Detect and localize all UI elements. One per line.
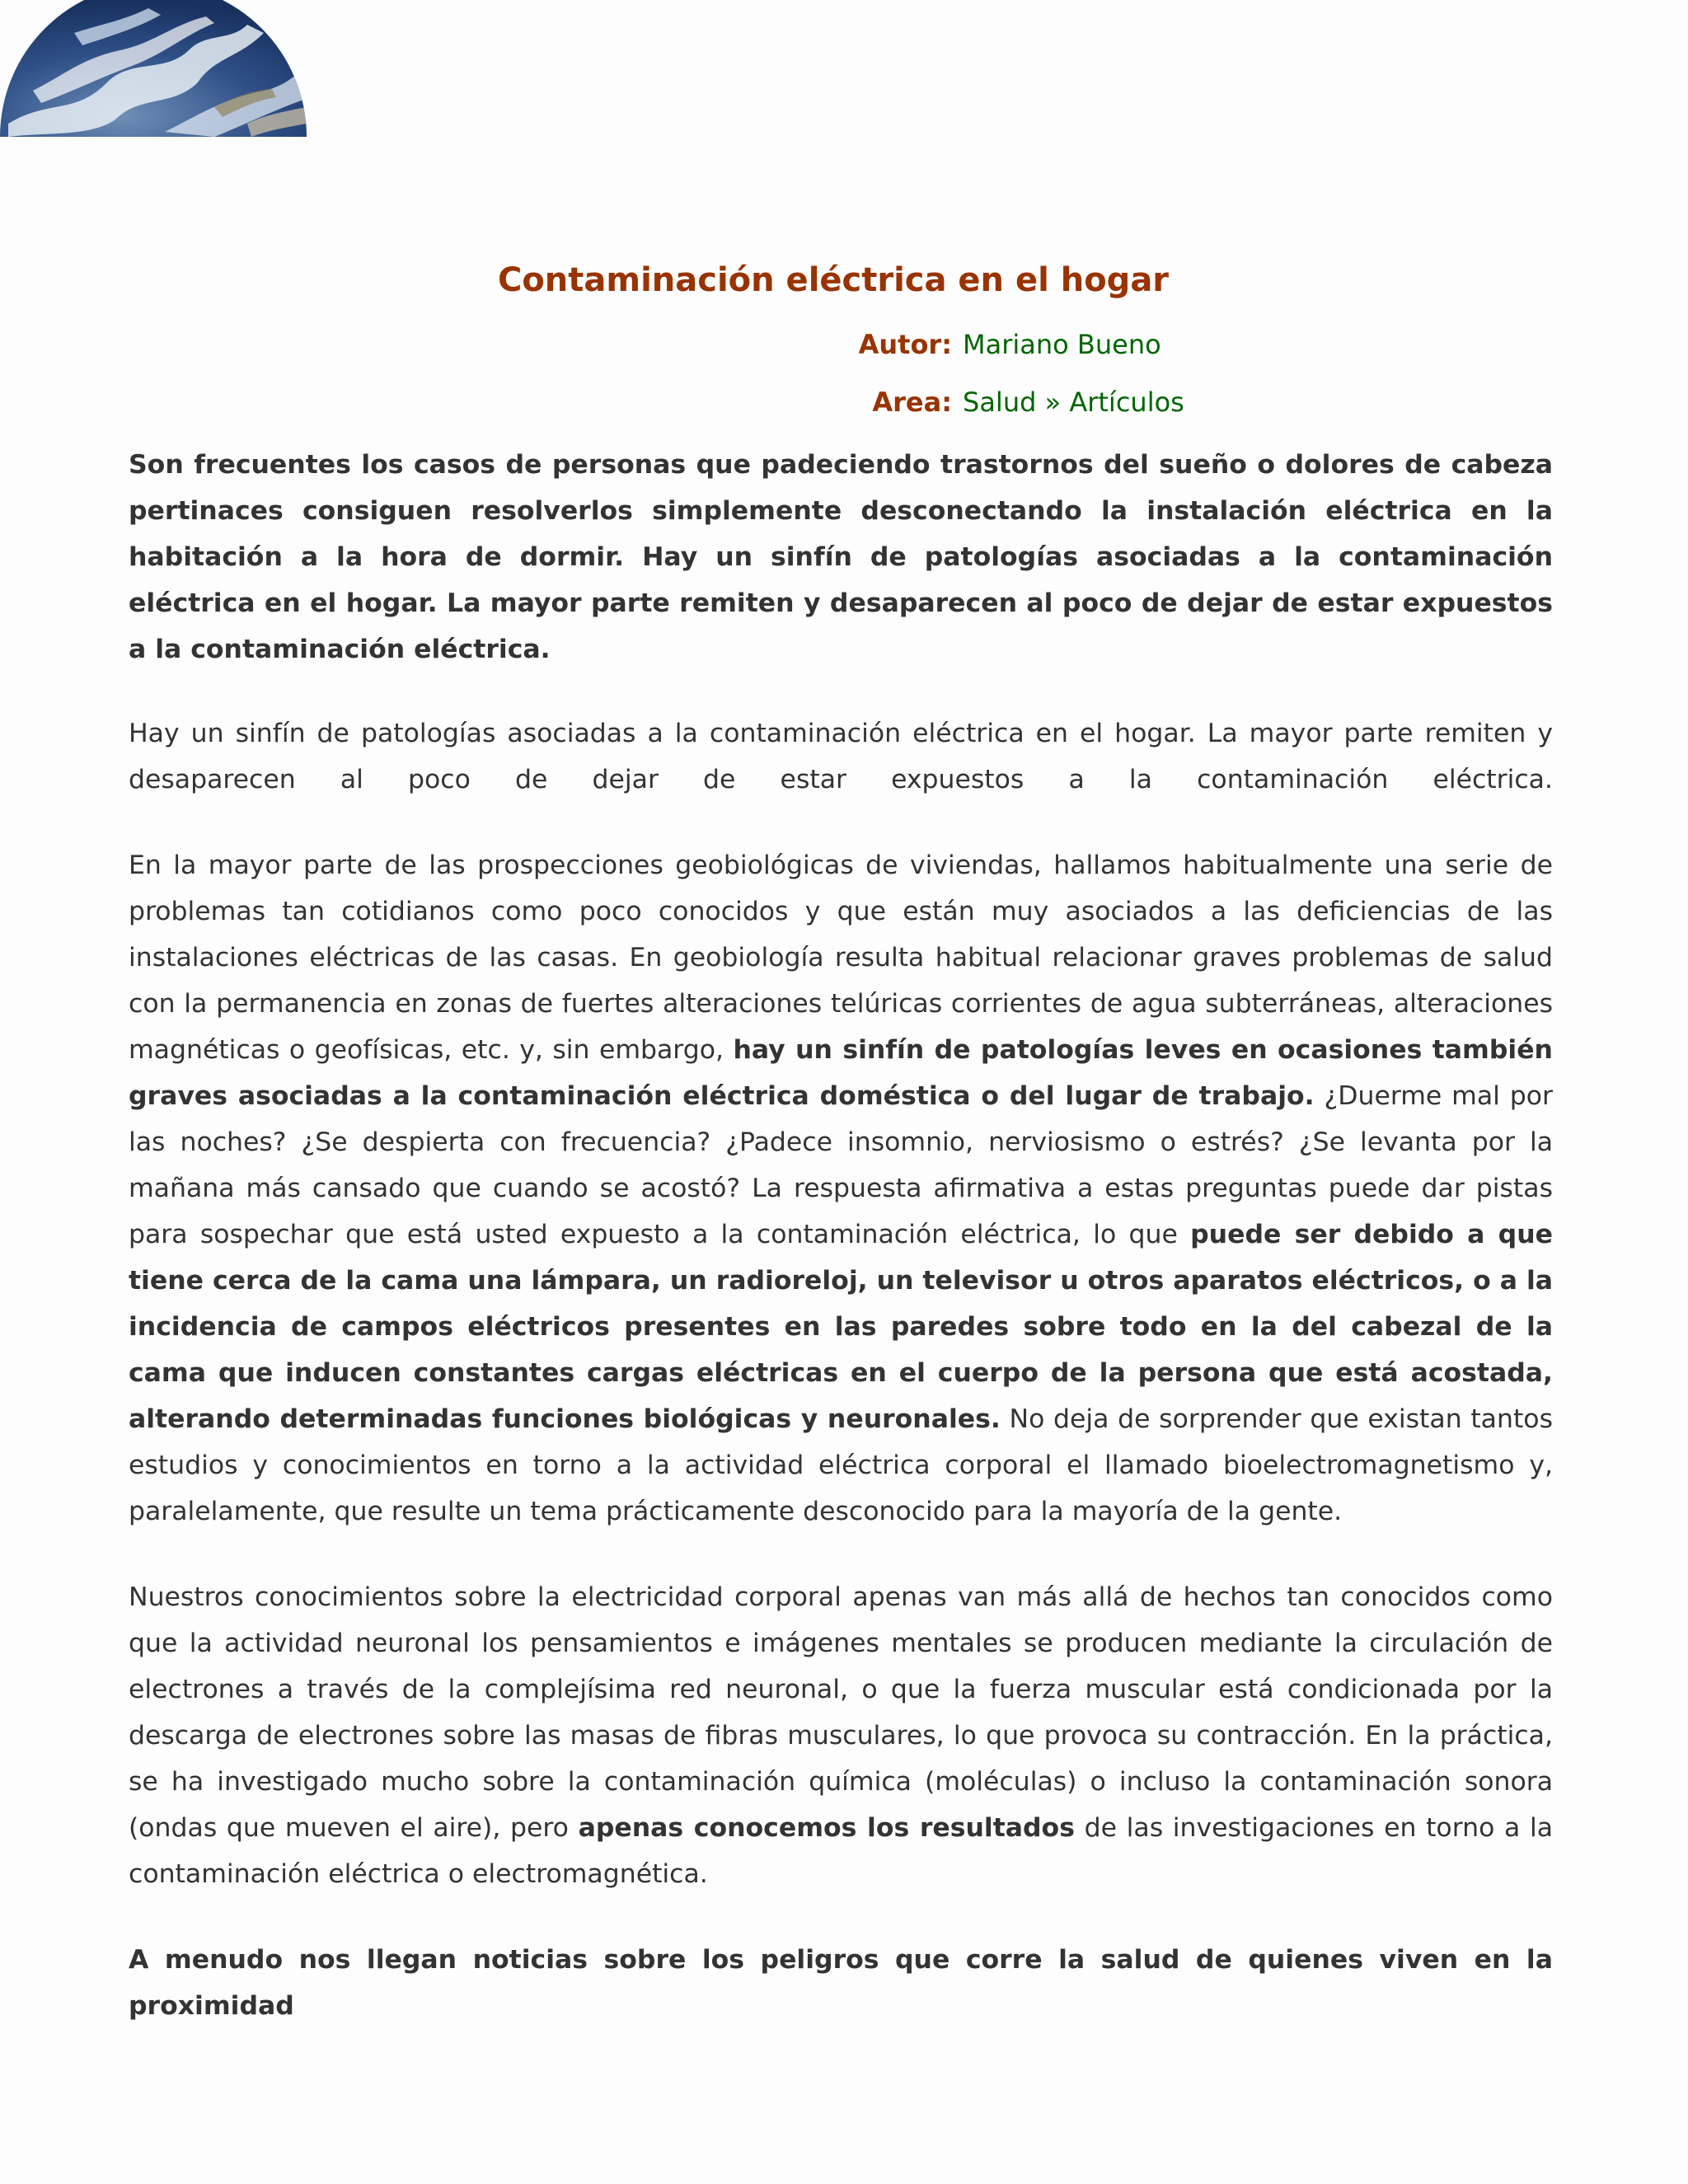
paragraph-2-text-c: No deja de sorprender que existan tantos estudios y conocimientos en torno a la actividad eléctrica corporal el llamado bioelectromagnetismo y, paralelamente, que resulte un tema prácticamente desconocido para la mayoría de la gente. [129,1404,1553,1526]
author-name-link[interactable]: Mariano Bueno [963,329,1161,360]
author-label: Autor: [858,329,952,360]
lede-paragraph: Son frecuentes los casos de personas que padeciendo trastornos del sueño o dolores de cabeza pertinaces consiguen resolverlos simplemente desconectando la instalación eléctrica en la habitación a la hora de dormir. Hay un sinfín de patologías asociadas a la contaminación eléctrica en el hogar. La mayor parte remiten y desaparecen al poco de dejar de estar expuestos a la contaminación eléctrica. [129,450,1553,664]
paragraph-2 [129,842,1553,1535]
area-label: Area: [872,387,952,418]
paragraph-3-text-b: de las investigaciones en torno a la contaminación eléctrica o electromagnética. [129,1813,1554,1889]
area-breadcrumb-link[interactable]: Salud » Artículos [963,387,1184,418]
article-body [129,442,1553,2069]
paragraph-2-text-b: ¿Duerme mal por las noches? ¿Se despierta con frecuencia? ¿Padece insomnio, nerviosismo o estrés? ¿Se levanta por la mañana más cansado que cuando se acostó? La respuesta afirmativa a estas preguntas puede dar pistas para sospechar que está usted expuesto a la contaminación eléctrica, lo que [129,1081,1554,1249]
earth-globe-icon [0,0,307,137]
paragraph-2-bold-a: hay un sinfín de patologías leves en ocasiones también graves asociadas a la contaminación eléctrica doméstica o del lugar de trabajo. [129,1035,1553,1111]
article-title: Contaminación eléctrica en el hogar [497,261,1170,299]
paragraph-4: A menudo nos llegan noticias sobre los peligros que corre la salud de quienes viven en la proximidad [129,1945,1553,2021]
paragraph-1: Hay un sinfín de patologías asociadas a la contaminación eléctrica en el hogar. La mayor parte remiten y desaparecen al poco de dejar de estar expuestos a la contaminación eléctrica. [129,719,1553,794]
paragraph-3-text-a: Nuestros conocimientos sobre la electricidad corporal apenas van más allá de hechos tan conocidos como que la actividad neuronal los pensamientos e imágenes mentales se producen mediante la circulación de electrones a través de la complejísima red neuronal, o que la fuerza muscular está condicionada por la descarga de electrones sobre las masas de fibras musculares, lo que provoca su contracción. En la práctica, se ha investigado mucho sobre la contaminación química (moléculas) o incluso la contaminación sonora (ondas que mueven el aire), pero [129,1582,1553,1843]
paragraph-3 [129,1574,1553,1897]
paragraph-2-bold-b: puede ser debido a que tiene cerca de la cama una lámpara, un radioreloj, un televisor u otros aparatos eléctricos, o a la incidencia de campos eléctricos presentes en las paredes sobre todo en la del cabezal de la cama que inducen constantes cargas eléctricas en el cuerpo de la persona que está acostada, alterando determinadas funciones biológicas y neuronales. [129,1220,1554,1434]
paragraph-2-text-a: En la mayor parte de las prospecciones geobiológicas de viviendas, hallamos habitualmente una serie de problemas tan cotidianos como poco conocidos y que están muy asociados a las deficiencias de las instalaciones eléctricas de las casas. En geobiología resulta habitual relacionar graves problemas de salud con la permanencia en zonas de fuertes alteraciones telúricas corrientes de agua subterráneas, alteraciones magnéticas o geofísicas, etc. y, sin embargo, [129,851,1553,1065]
paragraph-3-bold: apenas conocemos los resultados [578,1813,1075,1843]
